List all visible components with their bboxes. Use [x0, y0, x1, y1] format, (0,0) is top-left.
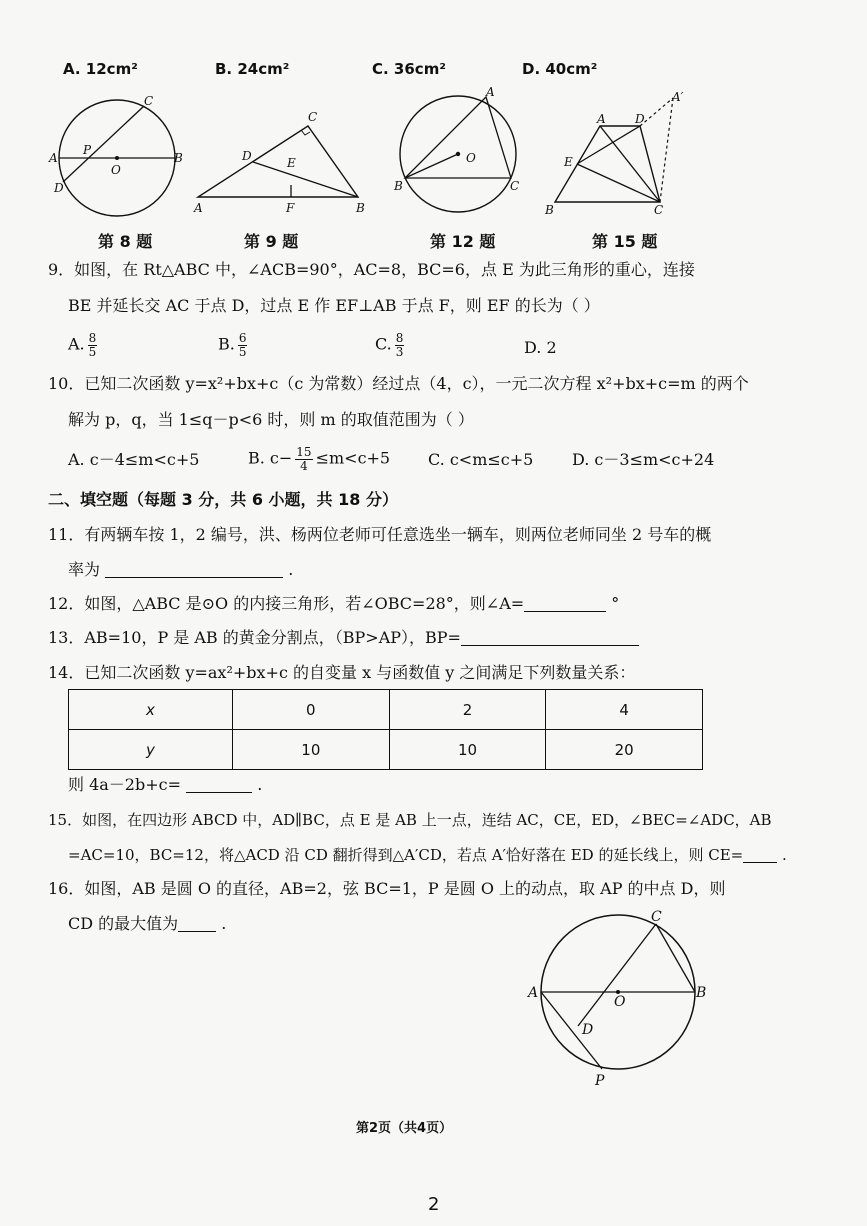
- q15-label-c: C: [654, 203, 664, 217]
- q10-option-c: C. c<m≤c+5: [428, 450, 534, 469]
- q13-answer-blank[interactable]: [461, 631, 639, 646]
- q12-label-c: C: [510, 179, 520, 193]
- q9-option-a: A. $\frac{8}{5}$: [68, 331, 97, 359]
- table-cell: 0: [233, 690, 390, 730]
- q16-label-o: O: [614, 994, 626, 1010]
- prev-option-a: A. 12cm²: [63, 60, 138, 78]
- table-cell: x: [69, 690, 233, 730]
- q9-label-e: E: [287, 156, 296, 170]
- table-cell: 4: [546, 690, 703, 730]
- q14-line: 14．已知二次函数 y=ax²+bx+c 的自变量 x 与函数值 y 之间满足下列数量关系：: [48, 663, 636, 682]
- q15-label-d: D: [635, 112, 645, 126]
- q10-line2: 解为 p，q，当 1≤q－p<6 时，则 m 的取值范围为（ ）: [68, 410, 474, 429]
- q8-label-c: C: [144, 94, 154, 108]
- q9-label-d: D: [242, 149, 252, 163]
- q9-label-a: A: [194, 201, 203, 215]
- q9-label-b: B: [356, 201, 365, 215]
- q9-option-d: D. 2: [524, 338, 557, 357]
- q9-option-c: C. $\frac{8}{3}$: [375, 331, 404, 359]
- q8-label-b: B: [174, 151, 183, 165]
- q16-line2: CD 的最大值为 .: [68, 914, 227, 933]
- figure-q15: [540, 86, 700, 221]
- caption-q12: 第 12 题: [430, 232, 496, 251]
- q10-option-b: B. c− $\frac{15}{4}$ ≤m<c+5: [248, 445, 391, 473]
- q8-label-a: A: [49, 151, 58, 165]
- q11-line1: 11．有两辆车按 1，2 编号，洪、杨两位老师可任意选坐一辆车，则两位老师同坐 2 号车的概: [48, 525, 712, 544]
- figure-q9: [188, 102, 373, 217]
- q14-answer-blank[interactable]: [186, 778, 252, 793]
- q16-label-b: B: [696, 985, 707, 1001]
- table-cell: y: [69, 730, 233, 770]
- q9-line2: BE 并延长交 AC 于点 D，过点 E 作 EF⊥AB 于点 F，则 EF 的长为（ ）: [68, 296, 600, 315]
- q15-label-a: A: [597, 112, 606, 126]
- figure-q12: [392, 84, 532, 219]
- q16-answer-blank[interactable]: [178, 917, 216, 932]
- q9-label-f: F: [286, 201, 295, 215]
- q8-label-d: D: [54, 181, 64, 195]
- q9-label-c: C: [308, 110, 318, 124]
- q15-label-e: E: [564, 155, 573, 169]
- q16-label-p: P: [595, 1073, 605, 1089]
- q16-line1: 16．如图，AB 是圆 O 的直径，AB=2，弦 BC=1，P 是圆 O 上的动点，取 AP 的中点 D，则: [48, 879, 726, 898]
- q15-answer-blank[interactable]: [743, 848, 777, 863]
- q12-label-b: B: [394, 179, 403, 193]
- q12-answer-blank[interactable]: [524, 597, 606, 612]
- caption-q15: 第 15 题: [592, 232, 658, 251]
- q9-line1: 9．如图，在 Rt△ABC 中，∠ACB=90°，AC=8，BC=6，点 E 为此三角形的重心，连接: [48, 260, 695, 279]
- q10-option-d: D. c－3≤m<c+24: [572, 450, 715, 469]
- q9-option-b: B. $\frac{6}{5}$: [218, 331, 247, 359]
- q16-label-d: D: [582, 1022, 594, 1038]
- table-row-y: [69, 730, 703, 770]
- q10-option-a: A. c－4≤m<c+5: [68, 450, 200, 469]
- q15-label-b: B: [545, 203, 554, 217]
- table-cell: 10: [233, 730, 390, 770]
- prev-option-c: C. 36cm²: [372, 60, 446, 78]
- q12-label-a: A: [486, 85, 495, 99]
- prev-option-d: D. 40cm²: [522, 60, 598, 78]
- table-cell: 20: [546, 730, 703, 770]
- q10-line1: 10．已知二次函数 y=x²+bx+c（c 为常数）经过点（4，c），一元二次方程 x²+bx+c=m 的两个: [48, 374, 749, 393]
- table-cell: 10: [389, 730, 546, 770]
- prev-option-b: B. 24cm²: [215, 60, 290, 78]
- figure-q16: [522, 905, 722, 1090]
- table-cell: 2: [389, 690, 546, 730]
- footer-page-info: 第2页（共4页）: [356, 1121, 453, 1136]
- q11-line2: 率为 .: [68, 560, 294, 579]
- caption-q8: 第 8 题: [98, 232, 153, 251]
- table-row-x: [69, 690, 703, 730]
- q15-line1: 15．如图，在四边形 ABCD 中，AD∥BC，点 E 是 AB 上一点，连结 AC，CE，ED，∠BEC=∠ADC，AB: [48, 811, 772, 829]
- q12-line: 12．如图，△ABC 是⊙O 的内接三角形，若∠OBC=28°，则∠A= °: [48, 594, 620, 613]
- section2-title: 二、填空题（每题 3 分，共 6 小题，共 18 分）: [48, 490, 398, 509]
- q16-label-a: A: [528, 985, 539, 1001]
- q11-answer-blank[interactable]: [105, 563, 283, 578]
- q8-label-p: P: [83, 143, 92, 157]
- q12-label-o: O: [466, 151, 476, 165]
- q15-label-a-prime: A′: [672, 90, 684, 104]
- figure-q8: [48, 88, 188, 223]
- caption-q9: 第 9 题: [244, 232, 299, 251]
- q15-line2: =AC=10，BC=12，将△ACD 沿 CD 翻折得到△A′CD，若点 A′恰好落在 ED 的延长线上，则 CE= .: [68, 846, 787, 864]
- q14-value-table: [68, 689, 703, 770]
- q13-line: 13．AB=10，P 是 AB 的黄金分割点，（BP>AP），BP=: [48, 630, 639, 646]
- q14-answer-line: 则 4a－2b+c= .: [68, 775, 263, 794]
- q16-label-c: C: [651, 909, 662, 925]
- q8-label-o: O: [111, 163, 121, 177]
- page-number: 2: [428, 1194, 440, 1215]
